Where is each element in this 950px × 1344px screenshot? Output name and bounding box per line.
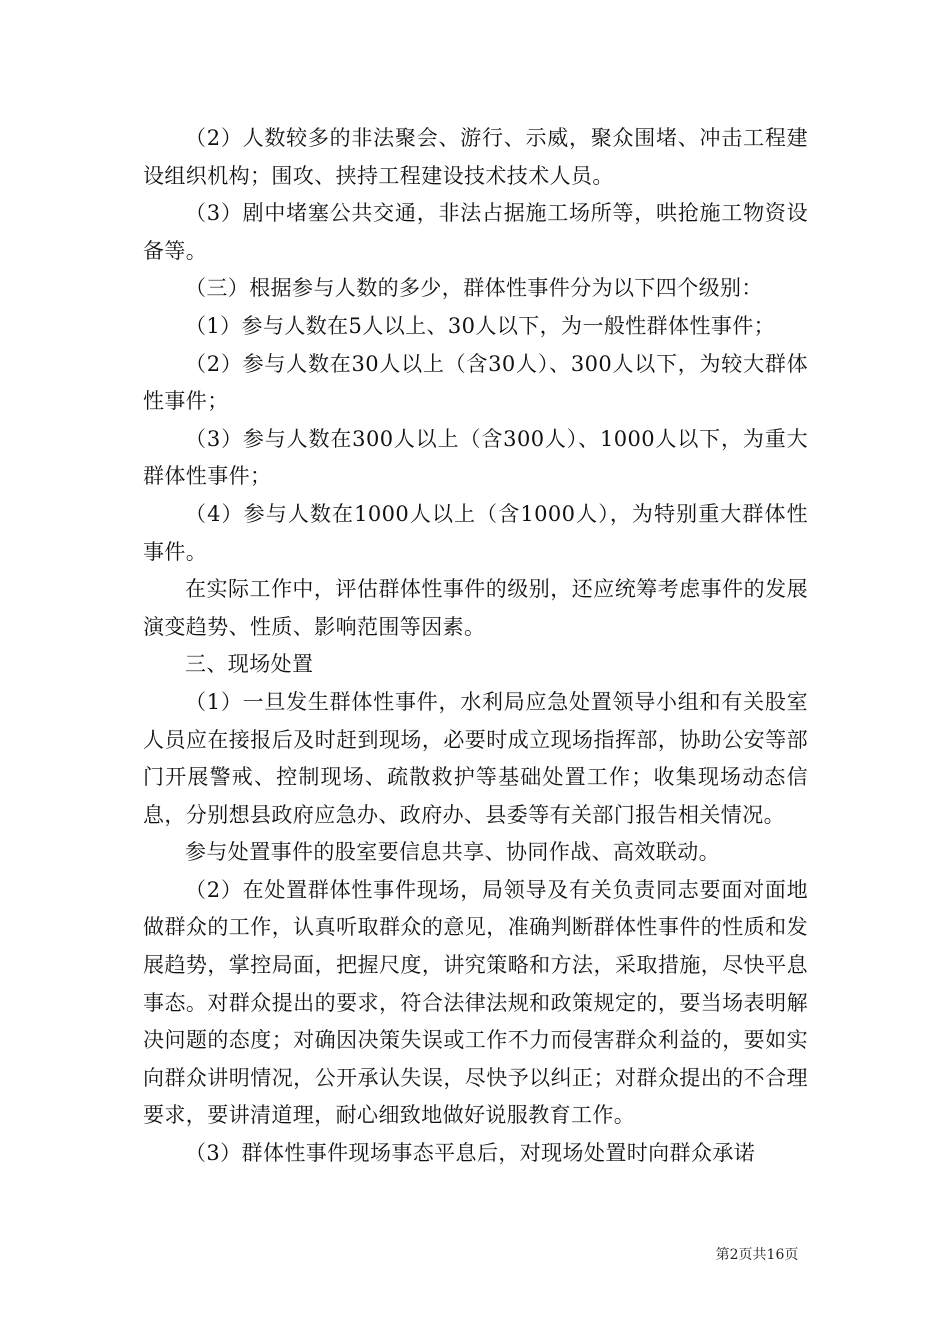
page-footer <box>0 1244 950 1264</box>
paragraph-onsite-step-1: （1）一旦发生群体性事件，水利局应急处置领导小组和有关股室人员应在接报后及时赶到现场，必要时成立现场指挥部，协助公安等部门开展警戒、控制现场、疏散救护等基础处置工作；收集现场动态信息，分别想县政府应急办、政府办、县委等有关部门报告相关情况。 <box>143 689 808 827</box>
paragraph-item-3-traffic-blocking: （3）剧中堵塞公共交通，非法占据施工场所等，哄抢施工物资设备等。 <box>143 201 808 263</box>
paragraph-level-general: （1）参与人数在5人以上、30人以下，为一般性群体性事件； <box>185 313 776 338</box>
paragraph-level-especially-serious: （4）参与人数在1000人以上（含1000人），为特别重大群体性事件。 <box>143 501 808 564</box>
paragraph-level-major: （2）参与人数在30人以上（含30人）、300人以下，为较大群体性事件； <box>143 351 808 414</box>
document-body <box>143 120 808 1173</box>
paragraph-onsite-step-3: （3）群体性事件现场事态平息后，对现场处置时向群众承诺 <box>185 1141 756 1166</box>
paragraph-item-2-crowd-gathering: （2）人数较多的非法聚会、游行、示威，聚众围堵、冲击工程建设组织机构；围攻、挟持工程建设技术技术人员。 <box>143 126 808 188</box>
paragraph-level-serious: （3）参与人数在300人以上（含300人）、1000人以下，为重大群体性事件； <box>143 426 808 489</box>
paragraph-onsite-step-2: （2）在处置群体性事件现场，局领导及有关负责同志要面对面地做群众的工作，认真听取群众的意见，准确判断群体性事件的性质和发展趋势，掌控局面，把握尺度，讲究策略和方法，采取措施，尽快平息事态。对群众提出的要求，符合法律法规和政策规定的，要当场表明解决问题的态度；对确因决策失误或工作不力而侵害群众利益的，要如实向群众讲明情况，公开承认失误，尽快予以纠正；对群众提出的不合理要求，要讲清道理，耐心细致地做好说服教育工作。 <box>143 877 808 1128</box>
paragraph-information-sharing: 参与处置事件的股室要信息共享、协同作战、高效联动。 <box>185 840 720 865</box>
section-heading-onsite-handling: 三、现场处置 <box>185 652 314 677</box>
paragraph-level-assessment: 在实际工作中，评估群体性事件的级别，还应统筹考虑事件的发展演变趋势、性质、影响范围等因素。 <box>143 577 808 639</box>
page-number: 第2页共16页 <box>715 1247 799 1263</box>
paragraph-severity-levels-heading: （三）根据参与人数的多少，群体性事件分为以下四个级别： <box>185 276 763 301</box>
